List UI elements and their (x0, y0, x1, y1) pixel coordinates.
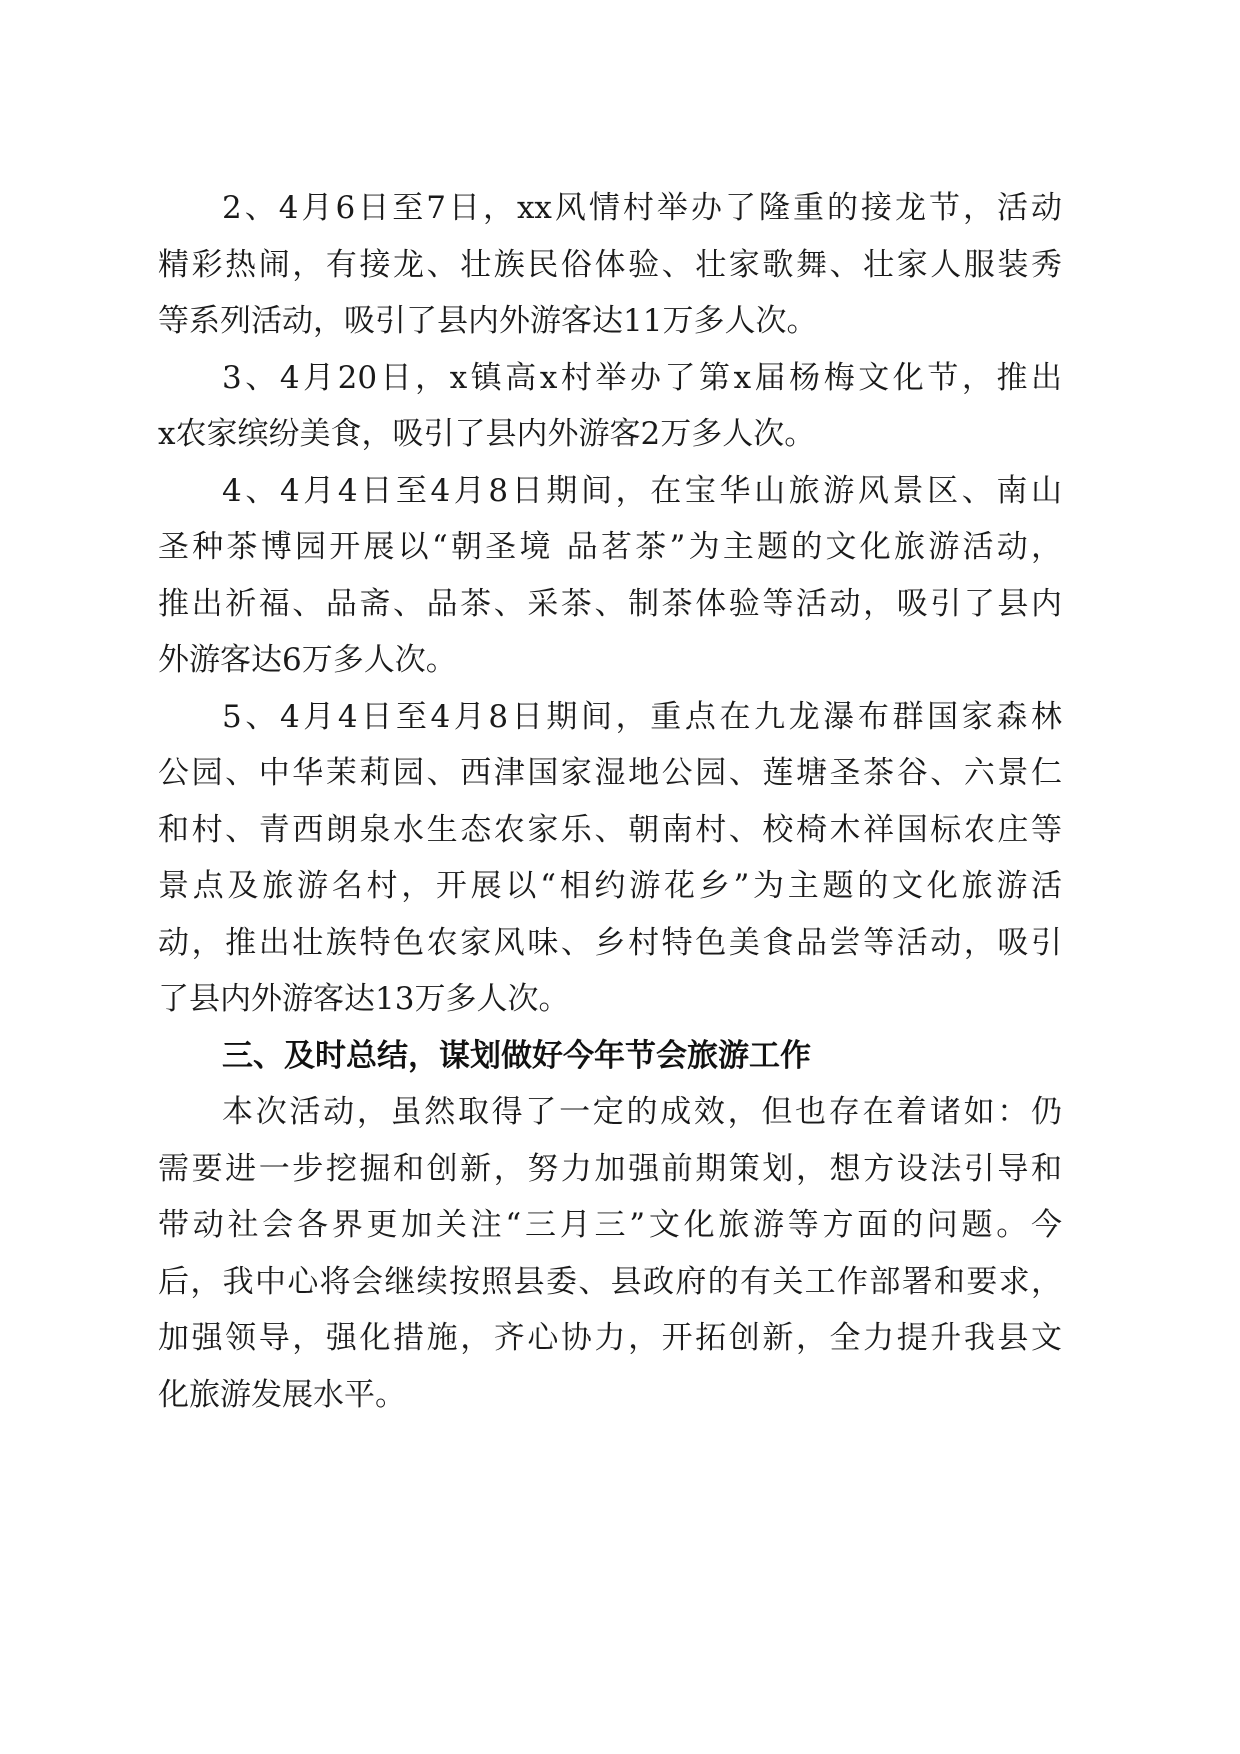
section-heading: 三、及时总结，谋划做好今年节会旅游工作 (222, 1037, 811, 1074)
text-line: 动，推出壮族特色农家风味、乡村特色美食品尝等活动，吸引 (158, 924, 1062, 961)
text-line: 需要进一步挖掘和创新，努力加强前期策划，想方设法引导和 (158, 1150, 1062, 1187)
text-line: 景点及旅游名村，开展以“相约游花乡”为主题的文化旅游活 (158, 868, 1062, 904)
text-line: 等系列活动，吸引了县内外游客达11万多人次。 (158, 303, 818, 339)
text-line: 精彩热闹，有接龙、壮族民俗体验、壮家歌舞、壮家人服装秀 (158, 246, 1062, 283)
text-line: 本次活动，虽然取得了一定的成效，但也存在着诸如：仍 (222, 1094, 1062, 1130)
text-line: 加强领导，强化措施，齐心协力，开拓创新，全力提升我县文 (158, 1320, 1062, 1356)
text-line: 了县内外游客达13万多人次。 (158, 981, 570, 1017)
text-line: 4、4月4日至4月8日期间，在宝华山旅游风景区、南山 (222, 472, 1062, 509)
text-line: 后，我中心将会继续按照县委、县政府的有关工作部署和要求， (158, 1263, 1062, 1300)
paragraph-item-2 (158, 180, 1062, 350)
text-line: 带动社会各界更加关注“三月三”文化旅游等方面的问题。今 (158, 1207, 1062, 1243)
paragraph-item-3 (158, 350, 1062, 463)
paragraph-item-5 (158, 689, 1062, 1028)
document-body (158, 180, 1062, 1423)
closing-paragraph (158, 1084, 1062, 1423)
text-line: 5、4月4日至4月8日期间，重点在九龙瀑布群国家森林 (222, 698, 1062, 735)
text-line: 外游客达6万多人次。 (158, 642, 457, 678)
text-line: 2、4月6日至7日，xx风情村举办了隆重的接龙节，活动 (222, 190, 1062, 226)
paragraph-item-4 (158, 463, 1062, 689)
text-line: 3、4月20日，x镇高x村举办了第x届杨梅文化节，推出 (222, 359, 1062, 396)
text-line: 推出祈福、品斋、品茶、采茶、制茶体验等活动，吸引了县内 (158, 585, 1062, 622)
text-line: 和村、青西朗泉水生态农家乐、朝南村、校椅木祥国标农庄等 (158, 811, 1062, 848)
text-line: x农家缤纷美食，吸引了县内外游客2万多人次。 (158, 416, 816, 452)
text-line: 公园、中华茉莉园、西津国家湿地公园、莲塘圣茶谷、六景仁 (158, 755, 1062, 791)
text-line: 化旅游发展水平。 (158, 1376, 406, 1413)
text-line: 圣种茶博园开展以“朝圣境 品茗茶”为主题的文化旅游活动， (158, 529, 1062, 565)
